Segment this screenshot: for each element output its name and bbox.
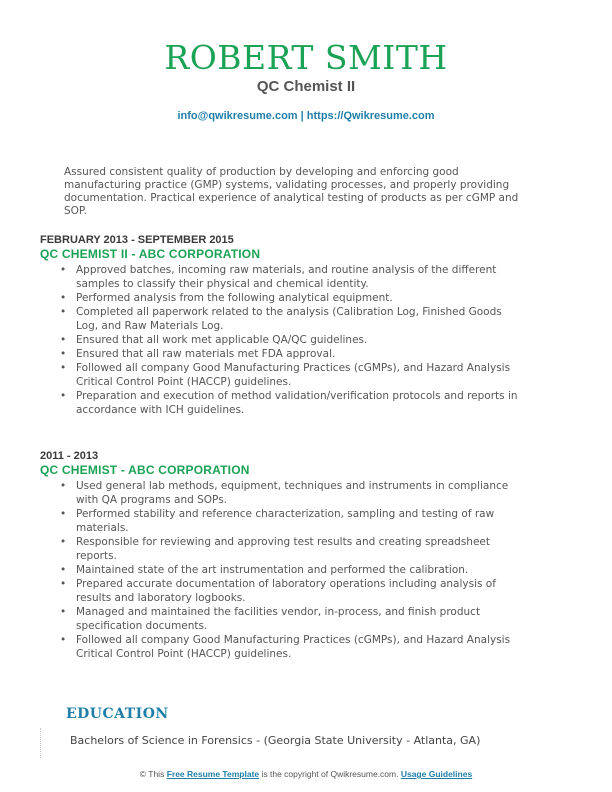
experience-entry bbox=[40, 450, 526, 661]
experience-role: QC CHEMIST - ABC CORPORATION bbox=[40, 463, 250, 477]
bullet-text: Performed analysis from the following analytical equipment. bbox=[76, 292, 393, 304]
candidate-name: ROBERT SMITH bbox=[164, 38, 448, 77]
list-item bbox=[40, 263, 526, 291]
list-item bbox=[40, 305, 526, 333]
bullet-icon: • bbox=[60, 362, 67, 374]
bullet-icon: • bbox=[60, 480, 67, 492]
bullet-icon: • bbox=[60, 536, 67, 548]
email-link[interactable]: info@qwikresume.com bbox=[177, 110, 298, 122]
bullet-icon: • bbox=[60, 348, 67, 360]
list-item bbox=[40, 563, 526, 577]
job-title: QC Chemist II bbox=[256, 78, 356, 95]
education-heading: EDUCATION bbox=[66, 706, 169, 722]
bullet-text: Ensured that all raw materials met FDA approval. bbox=[76, 348, 336, 360]
list-item bbox=[40, 535, 526, 563]
bullet-icon: • bbox=[60, 606, 67, 618]
bullet-text: Prepared accurate documentation of laboratory operations including analysis of results and laboratory logbooks. bbox=[76, 578, 496, 604]
bullet-text: Approved batches, incoming raw materials, and routine analysis of the different samples to classify their physical and chemical identity. bbox=[76, 264, 497, 290]
bullet-text: Managed and maintained the facilities vendor, in-process, and finish product specification documents. bbox=[76, 606, 481, 632]
list-item bbox=[40, 333, 526, 347]
website-link[interactable]: https://Qwikresume.com bbox=[306, 110, 435, 122]
list-item bbox=[40, 347, 526, 361]
list-item bbox=[40, 389, 526, 417]
list-item bbox=[40, 605, 526, 633]
bullet-icon: • bbox=[60, 508, 67, 520]
list-item bbox=[40, 361, 526, 389]
bullet-icon: • bbox=[60, 564, 67, 576]
footer bbox=[0, 769, 612, 779]
footer-middle: is the copyright of Qwikresume.com. bbox=[259, 769, 401, 779]
bullet-icon: • bbox=[60, 292, 67, 304]
list-item bbox=[40, 291, 526, 305]
list-item bbox=[40, 577, 526, 605]
bullet-text: Followed all company Good Manufacturing Practices (cGMPs), and Hazard Analysis Critical Control Point (HACCP) guidelines. bbox=[76, 362, 511, 388]
free-resume-template-link[interactable]: Free Resume Template bbox=[166, 769, 260, 779]
education-entry: Bachelors of Science in Forensics - (Georgia State University - Atlanta, GA) bbox=[70, 734, 481, 747]
summary-paragraph: Assured consistent quality of production by developing and enforcing good manufacturing practice (GMP) systems, validating processes, and properly providing documentation. Practical experience of analytical testing of products as per cGMP and SOP. bbox=[64, 166, 519, 217]
bullet-text: Maintained state of the art instrumentation and performed the calibration. bbox=[76, 564, 469, 576]
bullet-icon: • bbox=[60, 306, 67, 318]
bullet-icon: • bbox=[60, 264, 67, 276]
bullet-text: Used general lab methods, equipment, techniques and instruments in compliance with QA programs and SOPs. bbox=[76, 480, 509, 506]
list-item bbox=[40, 507, 526, 535]
experience-role: QC CHEMIST II - ABC CORPORATION bbox=[40, 247, 261, 261]
bullet-text: Preparation and execution of method validation/verification protocols and reports in accordance with ICH guidelines. bbox=[76, 390, 518, 416]
bullet-icon: • bbox=[60, 334, 67, 346]
bullet-text: Responsible for reviewing and approving test results and creating spreadsheet reports. bbox=[76, 536, 490, 562]
bullet-text: Performed stability and reference characterization, sampling and testing of raw materials. bbox=[76, 508, 495, 534]
bullet-text: Completed all paperwork related to the analysis (Calibration Log, Finished Goods Log, and Raw Materials Log. bbox=[76, 306, 502, 332]
list-item bbox=[40, 633, 526, 661]
experience-bullets bbox=[40, 263, 526, 417]
experience-entry bbox=[40, 234, 526, 417]
experience-dates: FEBRUARY 2013 - SEPTEMBER 2015 bbox=[40, 234, 234, 246]
footer-prefix: © This bbox=[139, 769, 167, 779]
education-divider bbox=[40, 728, 41, 758]
bullet-icon: • bbox=[60, 578, 67, 590]
bullet-icon: • bbox=[60, 390, 67, 402]
usage-guidelines-link[interactable]: Usage Guidelines bbox=[400, 769, 473, 779]
contact-separator: | bbox=[297, 110, 307, 122]
list-item bbox=[40, 479, 526, 507]
experience-bullets bbox=[40, 479, 526, 661]
bullet-icon: • bbox=[60, 634, 67, 646]
bullet-text: Followed all company Good Manufacturing Practices (cGMPs), and Hazard Analysis Critical Control Point (HACCP) guidelines. bbox=[76, 634, 511, 660]
contact-line bbox=[0, 110, 612, 122]
experience-dates: 2011 - 2013 bbox=[40, 450, 99, 462]
bullet-text: Ensured that all work met applicable QA/QC guidelines. bbox=[76, 334, 368, 346]
